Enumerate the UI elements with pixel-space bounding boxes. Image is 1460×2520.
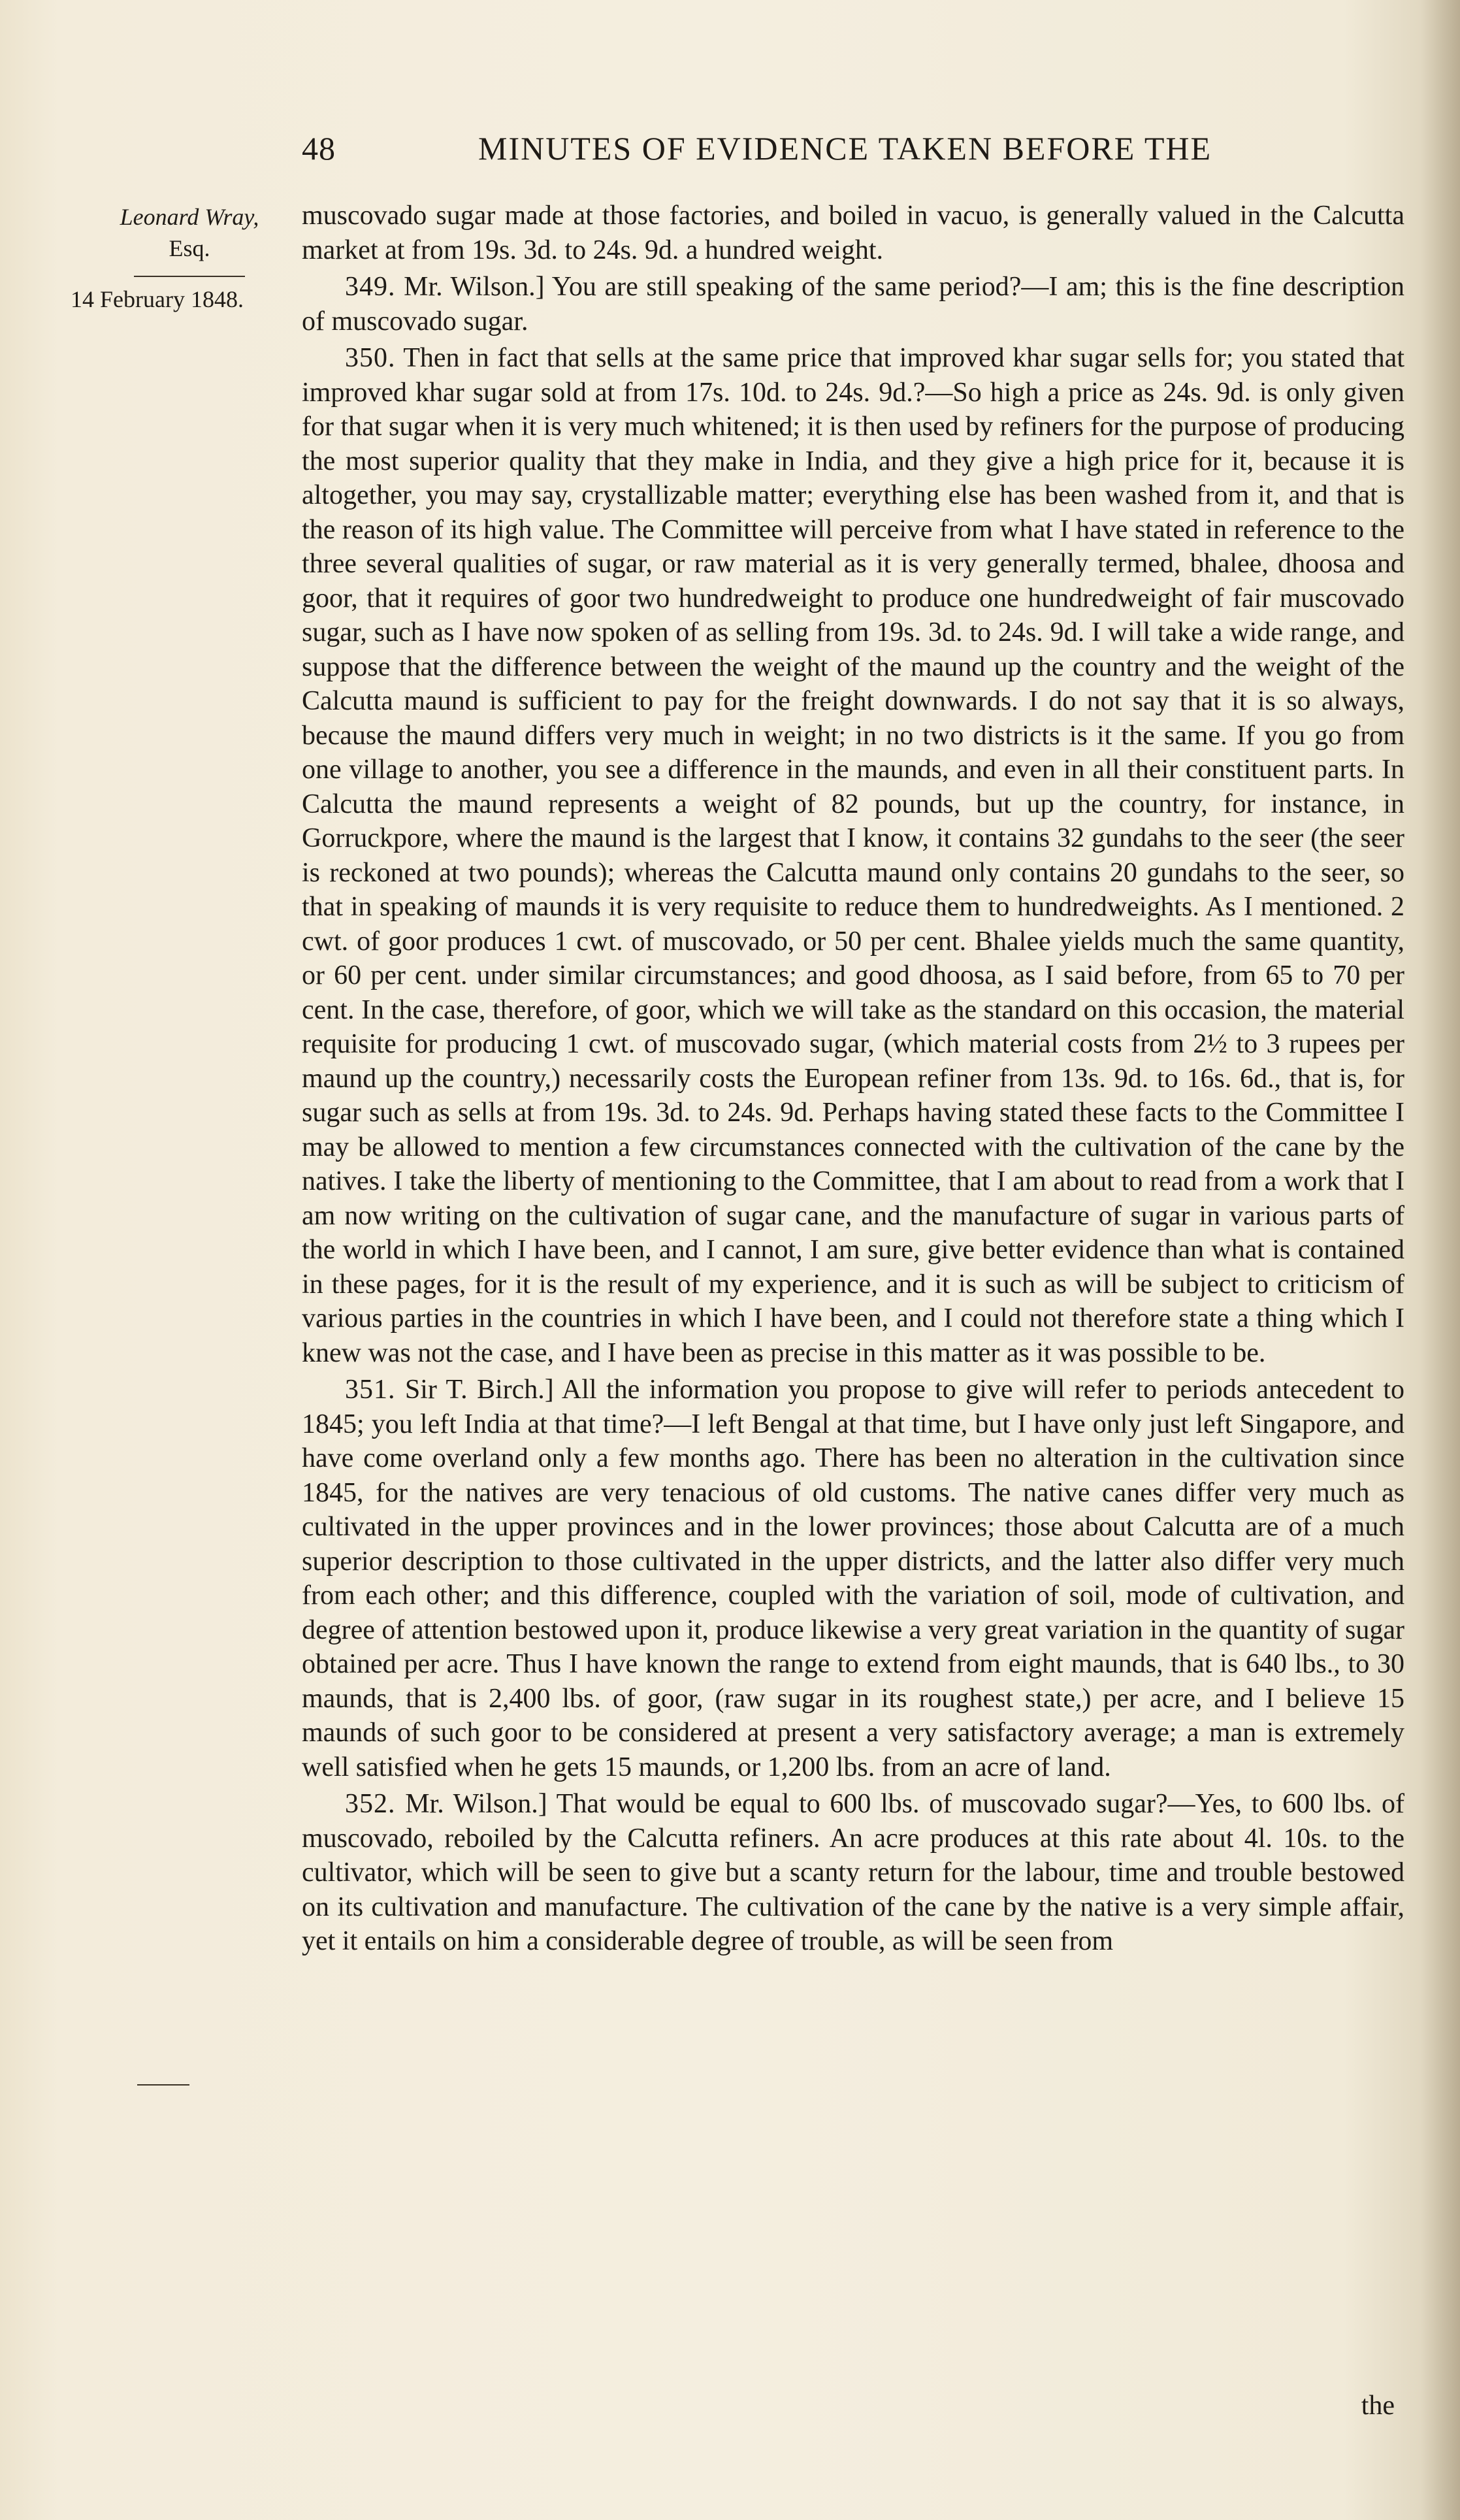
margin-dash	[137, 2084, 189, 2086]
catchword: the	[1361, 2391, 1395, 2421]
paragraph-question-350	[302, 341, 1404, 1370]
margin-date: 14 February 1848.	[71, 286, 244, 312]
paragraph-question-351	[302, 1373, 1404, 1784]
margin-rule	[134, 276, 245, 277]
paragraph-text: Mr. Wilson.] You are still speaking of the same period?—I am; this is the fine description of muscovado sugar.	[302, 272, 1405, 336]
page-header	[302, 124, 1321, 176]
question-number: 352.	[345, 1789, 396, 1819]
evidence-body	[302, 199, 1404, 1959]
paragraph-text: muscovado sugar made at those factories, and boiled in vacuo, is generally valued in the Calcutta market at from 19s. 3d. to 24s. 9d. a hundred weight.	[302, 201, 1404, 265]
question-number: 350.	[345, 343, 396, 373]
running-title: MINUTES OF EVIDENCE TAKEN BEFORE THE	[478, 130, 1212, 167]
page-number: 48	[302, 130, 336, 167]
paragraph-continuation	[302, 199, 1404, 267]
paragraph-question-349	[302, 270, 1404, 338]
margin-witness-title: Esq.	[169, 235, 210, 261]
question-number: 351.	[345, 1375, 396, 1405]
paragraph-text: Mr. Wilson.] That would be equal to 600 lbs. of muscovado sugar?—Yes, to 600 lbs. of muscovado, reboiled by the Calcutta refiners. An acre produces at this rate about 4l. 10s. to the cultivator, which will be seen to give but a scanty return for the labour, time and trouble bestowed on its cultivation and manufacture. The cultivation of the cane by the native is a very simple affair, yet it entails on him a considerable degree of trouble, as will be seen from	[302, 1789, 1405, 1956]
paragraph-text: Then in fact that sells at the same price that improved khar sugar sells for; you stated that improved khar sugar sold at from 17s. 10d. to 24s. 9d.?—So high a price as 24s. 9d. is only given for that sugar when it is very much whitened; it is then used by refiners for the purpose of producing the most superior quality that they make in India, and they give a high price for it, because it is altogether, you may say, crystallizable matter; everything else has been washed from it, and that is the reason of its high value. The Committee will perceive from what I have stated in reference to the three several qualities of sugar, or raw material as it is very generally termed, bhalee, dhoosa and goor, that it requires of goor two hundredweight to produce one hundredweight of fair muscovado sugar, such as I have now spoken of as selling from 19s. 3d. to 24s. 9d. I will take a wide range, and suppose that the difference between the weight of the maund up the country and the weight of the Calcutta maund is sufficient to pay for the freight downwards. I do not say that it is so always, because the maund differs very much in weight; in no two districts is it the same. If you go from one village to another, you see a difference in the maunds, and even in all their constituent parts. In Calcutta the maund represents a weight of 82 pounds, but up the country, for instance, in Gorruckpore, where the maund is the largest that I know, it contains 32 gundahs to the seer (the seer is reckoned at two pounds); whereas the Calcutta maund only contains 20 gundahs to the seer, so that in speaking of maunds it is very requisite to reduce them to hundredweights. As I mentioned. 2 cwt. of goor produces 1 cwt. of muscovado, or 50 per cent. Bhalee yields much the same quantity, or 60 per cent. under similar circumstances; and good dhoosa, as I said before, from 65 to 70 per cent. In the case, therefore, of goor, which we will take as the standard on this occasion, the material requisite for producing 1 cwt. of muscovado sugar, (which material costs from 2½ to 3 rupees per maund up the country,) necessarily costs the European refiner from 13s. 9d. to 16s. 6d., that is, for sugar such as sells at from 19s. 3d. to 24s. 9d. Perhaps having stated these facts to the Committee I may be allowed to mention a few circumstances connected with the cultivation of the cane by the natives. I take the liberty of mentioning to the Committee, that I am about to read from a work that I am now writing on the cultivation of sugar cane, and the manufacture of sugar in various parts of the world in which I have been, and I cannot, I am sure, give better evidence than what is contained in these pages, for it is the result of my experience, and it is such as will be subject to criticism of various parties in the countries in which I have been, and I could not therefore state a thing which I knew was not the case, and I have been as precise in this matter as it was possible to be.	[302, 343, 1404, 1368]
margin-witness-name: Leonard Wray,	[120, 204, 259, 230]
question-number: 349.	[345, 272, 396, 302]
paragraph-question-352	[302, 1787, 1404, 1959]
page-edge-shadow	[1421, 0, 1460, 2520]
paragraph-text: Sir T. Birch.] All the information you propose to give will refer to periods antecedent to 1845; you left India at that time?—I left Bengal at that time, but I have only just left Singapore, and have come overland only a few months ago. There has been no alteration in the cultivation since 1845, for the natives are very tenacious of old customs. The native canes differ very much as cultivated in the upper provinces and in the lower provinces; those about Calcutta are of a much superior description to those cultivated in the upper districts, and the latter also differ very much from each other; and this difference, coupled with the variation of soil, mode of cultivation, and degree of attention bestowed upon it, produce likewise a very great variation in the quantity of sugar obtained per acre. Thus I have known the range to extend from eight maunds, that is 640 lbs., to 30 maunds, that is 2,400 lbs. of goor, (raw sugar in its roughest state,) per acre, and I believe 15 maunds of such goor to be considered at present a very satisfactory average; a man is extremely well satisfied when he gets 15 maunds, or 1,200 lbs. from an acre of land.	[302, 1375, 1404, 1782]
margin-note	[71, 201, 300, 315]
